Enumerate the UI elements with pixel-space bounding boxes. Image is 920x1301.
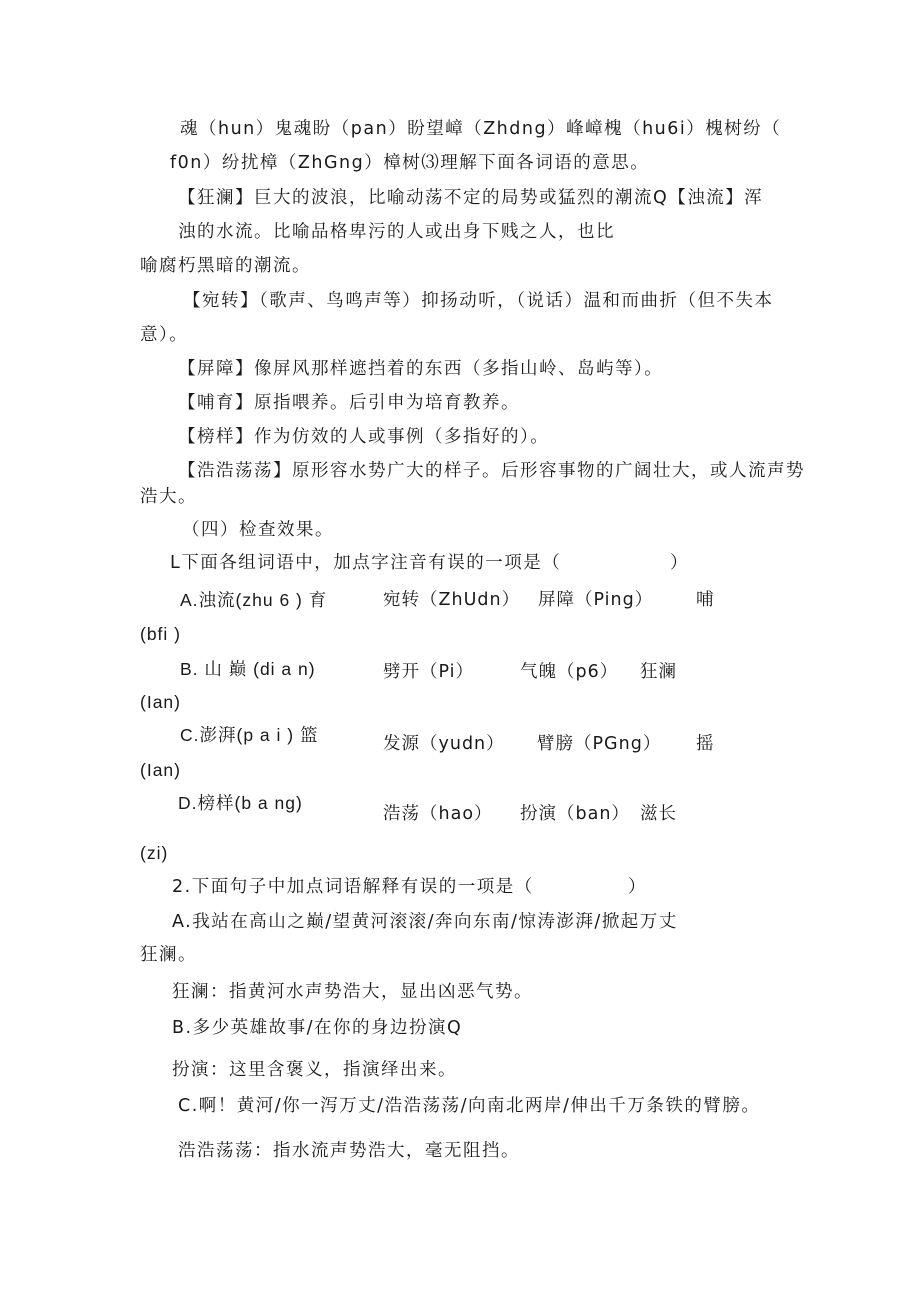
pinyin-line-1: 魂（hun）鬼魂盼（pan）盼望嶂（Zhdng）峰嶂槐（hu6i）槐树纷（: [180, 119, 782, 139]
question2-c-note: 浩浩荡荡：指水流声势浩大，毫无阻挡。: [178, 1141, 520, 1161]
option-c-wrap: (Ian): [140, 760, 181, 780]
definition-bangyang: 【榜样】作为仿效的人或事例（多指好的）。: [178, 427, 550, 447]
definition-kuanglan-line-2: 浊的水流。比喻品格卑污的人或出身下贱之人，也比: [178, 222, 615, 242]
option-a-word-3: 屏障（Ping）: [538, 590, 654, 610]
pinyin-line-2: f0n）纷扰樟（ZhGng）樟树⑶理解下面各词语的意思。: [170, 153, 650, 173]
option-b-word-4: 狂澜: [640, 662, 677, 682]
option-b-word-2: 劈开（Pi）: [383, 662, 475, 682]
option-d-word-3: 扮演（ban）: [520, 804, 630, 824]
option-b-wrap: (Ian): [140, 692, 181, 712]
option-b-word-3: 气魄（p6）: [520, 662, 619, 682]
definition-kuanglan-line-3: 喻腐朽黑暗的潮流。: [140, 256, 311, 276]
definition-kuanglan-line-1: 【狂澜】巨大的波浪，比喻动荡不定的局势或猛烈的潮流Q【浊流】浑: [178, 188, 764, 208]
option-a-wrap: (bfi ): [140, 624, 181, 644]
definition-haohao-line-1: 【浩浩荡荡】原形容水势广大的样子。后形容事物的广阔壮大，或人流声势: [178, 461, 805, 481]
definition-wanzhuan-line-1: 【宛转】（歌声、鸟鸣声等）抑扬动听，（说话）温和而曲折（但不失本: [183, 291, 774, 311]
question2-close-paren: ）: [628, 877, 647, 897]
option-d-word-4: 滋长: [640, 804, 677, 824]
option-c-word-2: 发源（yudn）: [383, 734, 505, 754]
question2-stem: 2.下面句子中加点词语解释有误的一项是（: [172, 877, 534, 897]
option-a-word-4: 哺: [696, 590, 715, 610]
definition-haohao-line-2: 浩大。: [140, 487, 197, 507]
definition-wanzhuan-line-2: 意）。: [140, 325, 189, 345]
question2-a-line-1: A.我站在高山之巅/望黄河滚滚/奔向东南/惊涛澎湃/掀起万丈: [172, 912, 678, 932]
question2-c-line: C.啊！黄河/你一泻万丈/浩浩荡荡/向南北两岸/伸出千万条铁的臂膀。: [178, 1096, 761, 1116]
question2-a-line-2: 狂澜。: [140, 945, 197, 965]
section-title: （四）检查效果。: [182, 520, 334, 540]
option-c-term: C.澎湃(p a i ) 篮: [180, 725, 319, 745]
option-d-term: D.榜样(b a ng): [178, 793, 303, 813]
option-b-term: B. 山 巅 (di a n): [180, 659, 316, 679]
question1-close-paren: ）: [670, 553, 689, 573]
definition-pingzhang: 【屏障】像屏风那样遮挡着的东西（多指山岭、岛屿等）。: [178, 359, 664, 379]
option-c-word-4: 摇: [696, 734, 715, 754]
question2-a-note: 狂澜：指黄河水声势浩大，显出凶恶气势。: [172, 982, 533, 1002]
question2-b-note: 扮演：这里含褒义，指演绎出来。: [172, 1060, 457, 1080]
option-d-word-2: 浩荡（hao）: [383, 804, 493, 824]
question1-stem: L下面各组词语中，加点字注音有误的一项是（: [170, 553, 562, 573]
definition-buyu: 【哺育】原指喂养。后引申为培育教养。: [178, 393, 520, 413]
option-c-word-3: 臂膀（PGng）: [537, 734, 662, 754]
option-a-word-2: 宛转（ZhUdn）: [383, 590, 521, 610]
option-d-wrap: (zi): [140, 843, 169, 863]
question2-b-line: B.多少英雄故事/在你的身边扮演Q: [172, 1018, 463, 1038]
option-a-term: A.浊流(zhu 6 ) 育: [180, 590, 328, 610]
